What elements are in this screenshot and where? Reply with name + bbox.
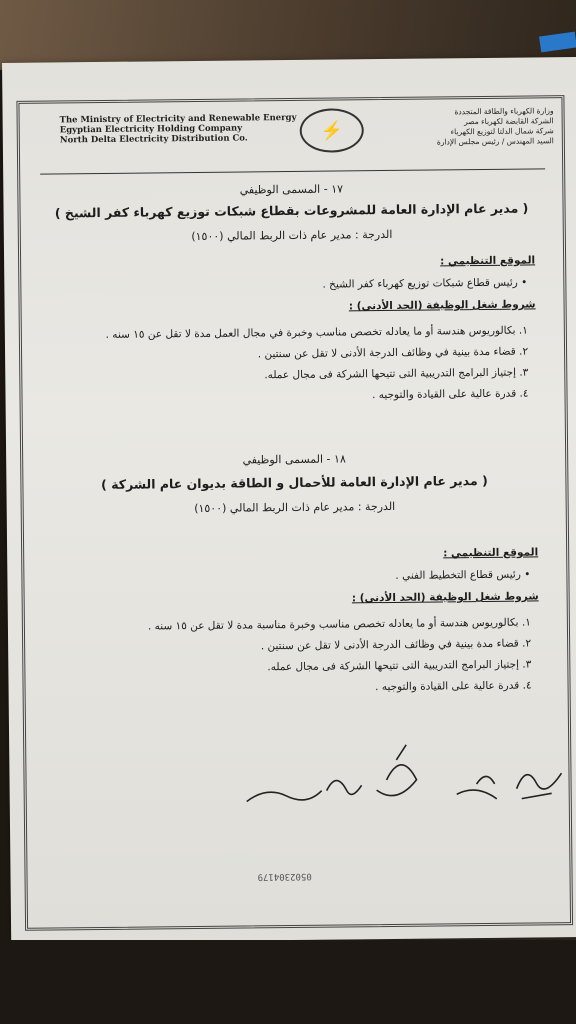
job18-req-heading: شروط شغل الوظيفة (الحد الأدنى) : <box>351 590 539 605</box>
list-item: ٢. قضاء مدة بينية في وظائف الدرجة الأدنى لا تقل عن سنتين . <box>257 345 529 361</box>
signature-stroke <box>247 791 322 802</box>
signatures <box>226 738 567 832</box>
ministry-name: The Ministry of Electricity and Renewable Energy <box>59 112 297 126</box>
company-logo-icon: ⚡ <box>300 108 364 153</box>
job18-requirements <box>148 612 532 700</box>
job17-org-text: رئيس قطاع شبكات توزيع كهرباء كفر الشيخ . <box>322 276 518 291</box>
job17-title: ( مدير عام الإدارة العامة للمشروعات بقطاع شبكات توزيع كهرباء كفر الشيخ ) <box>54 200 529 221</box>
signature-stroke <box>457 776 497 799</box>
company-name: North Delta Electricity Distribution Co. <box>59 133 248 146</box>
letterhead <box>19 98 562 178</box>
arabic-ministry: وزارة الكهرباء والطاقة المتجددة <box>454 106 554 117</box>
job17-req-heading: شروط شغل الوظيفة (الحد الأدنى) : <box>348 298 536 313</box>
job17-number: ١٧ - المسمى الوظيفي <box>239 182 344 197</box>
list-item: ٣. إجتياز البرامج التدريبية التى تتيحها الشركة فى مجال عمله. <box>264 366 529 382</box>
page-border <box>16 95 573 931</box>
arabic-addressee: السيد المهندس / رئيس مجلس الإدارة <box>436 136 554 147</box>
desk-bottom <box>0 940 576 1024</box>
job18-org-item: • رئيس قطاع التخطيط الفني . <box>395 568 531 582</box>
stamp-number: 0502304179 <box>257 870 312 882</box>
list-item: ١. بكالوريوس هندسة أو ما يعادله تخصص مناسب وخبرة في مجال العمل مدة لا تقل عن ١٥ سنه . <box>105 324 528 341</box>
job18-grade: الدرجة : مدير عام ذات الربط المالي (١٥٠٠) <box>194 499 396 516</box>
list-item: ٣. إجتياز البرامج التدريبية التى تتيحها الشركة فى مجال عمله. <box>267 658 532 674</box>
arabic-company: شركة شمال الدلتا لتوزيع الكهرباء <box>450 126 554 137</box>
signature-stroke <box>376 745 417 796</box>
arabic-letterhead <box>404 106 554 148</box>
job17-requirements <box>105 321 528 409</box>
job18-title: ( مدير عام الإدارة العامة للأحمال و الطاقة بديوان عام الشركة ) <box>101 472 488 492</box>
signature-stroke <box>516 773 561 798</box>
job17-org-item: • رئيس قطاع شبكات توزيع كهرباء كفر الشيخ . <box>322 276 528 291</box>
list-item: ١. بكالوريوس هندسة أو ما يعادله تخصص مناسب وخبرة مناسبة مدة لا تقل عن ١٥ سنه . <box>147 616 531 633</box>
job17-grade: الدرجة : مدير عام ذات الربط المالي (١٥٠٠) <box>191 227 393 244</box>
holding-company-name: Egyptian Electricity Holding Company <box>59 123 243 136</box>
document-page <box>2 57 576 943</box>
english-letterhead <box>60 113 297 145</box>
list-item: ٤. قدرة عالية على القيادة والتوجيه . <box>375 679 532 694</box>
signature-stroke <box>327 780 362 794</box>
arabic-holding: الشركة القابضة لكهرباء مصر <box>464 116 554 127</box>
list-item: ٤. قدرة عالية على القيادة والتوجيه . <box>371 387 529 402</box>
job18-org-text: رئيس قطاع التخطيط الفني . <box>395 568 521 582</box>
list-item: ٢. قضاء مدة بينية في وظائف الدرجة الأدنى لا تقل عن سنتين . <box>260 637 532 653</box>
job18-org-heading: الموقع التنظيمي : <box>443 546 539 560</box>
job18-number: ١٨ - المسمى الوظيفي <box>242 452 346 467</box>
header-divider <box>40 168 545 174</box>
job17-org-heading: الموقع التنظيمي : <box>440 254 536 268</box>
